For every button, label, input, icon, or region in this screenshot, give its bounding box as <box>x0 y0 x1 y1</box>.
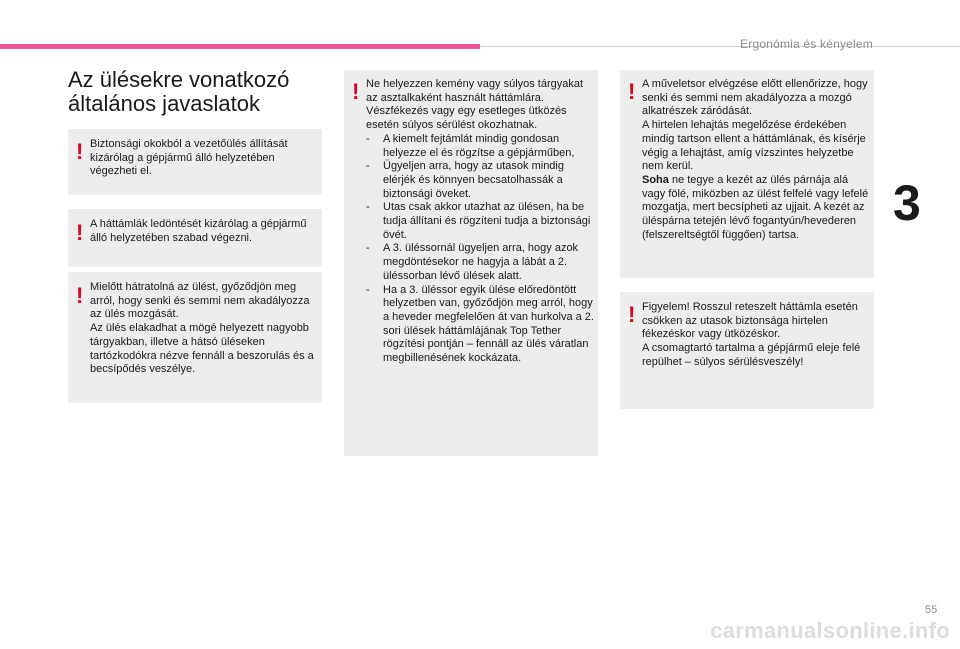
exclamation-icon: ! <box>628 79 636 104</box>
exclamation-icon: ! <box>76 220 84 245</box>
exclamation-icon: ! <box>628 302 636 327</box>
section-title-line-2: általános javaslatok <box>68 91 261 116</box>
exclamation-icon: ! <box>76 139 84 164</box>
warning-text <box>642 301 868 370</box>
running-header: Ergonómia és kényelem <box>740 37 873 51</box>
paragraph: Mielőtt hátratolná az ülést, győződjön meg arról, hogy senki és semmi nem akadályozza az ülés mozgását. <box>90 281 310 321</box>
warning-box-driver-seat <box>68 129 322 195</box>
warning-box-moving-seat <box>68 272 322 403</box>
paragraph: Ne helyezzen kemény vagy súlyos tárgyakat az asztalkaként használt háttámlára. Vészfékezés vagy egy esetleges ütközés esetén súlyos sérülést okozhatnak. <box>366 78 584 132</box>
bold-word: Soha <box>642 173 669 186</box>
paragraph: A műveletsor elvégzése előtt ellenőrizze, hogy senki és semmi nem akadályozza a mozgó alkatrészek záródását. <box>642 78 868 118</box>
watermark: carmanualsonline.info <box>710 618 950 643</box>
paragraph: A hirtelen lehajtás megelőzése érdekében mindig tartson ellent a háttámlának, és kísérje végig a lehajtást, amíg vízszintes helyzetbe nem kerül. <box>642 119 866 173</box>
exclamation-icon: ! <box>352 79 360 104</box>
paragraph: Az ülés elakadhat a mögé helyezett nagyobb tárgyakban, illetve a hátsó üléseken tartózkodókra nézve fennáll a beszorulás és a becsípődés veszélye. <box>90 322 314 376</box>
chapter-number: 3 <box>893 175 921 231</box>
header-accent-bar <box>0 44 480 49</box>
list-item: - Ha a 3. üléssor egyik ülése előredöntött helyzetben van, győződjön meg arról, hogy a heveder megfelelően át van hurkolva a 2. sori ülések háttámlájának Top Tether rögzítési pontján – fennáll az ülés váratlan megbillenésének kockázata. <box>366 283 594 365</box>
warning-text <box>90 281 316 377</box>
warning-box-folding-seat <box>620 70 874 278</box>
list-item: - Ügyeljen arra, hogy az utasok mindig elérjék és könnyen becsatolhassák a biztonsági öveket. <box>366 160 564 200</box>
warning-box-backrest <box>68 209 322 267</box>
exclamation-icon: ! <box>76 283 84 308</box>
paragraph: A csomagtartó tartalma a gépjármű eleje felé repülhet – súlyos sérülésveszély! <box>642 342 861 368</box>
header-rule <box>480 46 960 47</box>
warning-text: A háttámlák ledöntését kizárólag a gépjármű álló helyzetében szabad végezni. <box>90 218 307 244</box>
paragraph: Soha ne tegye a kezét az ülés párnája alá vagy fölé, miközben az ülést felfelé vagy lefelé mozgatja, mert becsípheti az ujjait. A kezét az üléspárna tetején lévő fogantyún/hevederen (felszereltségtől függően) tartsa. <box>642 173 869 241</box>
warning-text: Biztonsági okokból a vezetőülés állítását kizárólag a gépjármű álló helyzetében végezheti el. <box>90 138 288 178</box>
list-item: - Utas csak akkor utazhat az ülésen, ha be tudja állítani és rögzíteni tudja a biztonsági övét. <box>366 201 591 241</box>
list-item: - A kiemelt fejtámlát mindig gondosan helyezze el és rögzítse a gépjárműben, <box>366 132 575 159</box>
section-title-line-1: Az ülésekre vonatkozó <box>68 67 290 92</box>
warning-box-heavy-objects <box>344 70 598 456</box>
list-item: - A 3. üléssornál ügyeljen arra, hogy azok megdöntésekor ne hagyja a lábát a 2. üléssorban lévő ülések alatt. <box>366 242 579 282</box>
warning-box-latched-backrest <box>620 292 874 409</box>
warning-text <box>366 78 594 366</box>
page-number: 55 <box>925 604 938 616</box>
paragraph: Figyelem! Rosszul reteszelt háttámla esetén csökken az utasok biztonsága hirtelen fékezéskor vagy ütközéskor. <box>642 301 858 341</box>
warning-text <box>642 78 870 242</box>
section-title <box>68 68 328 116</box>
